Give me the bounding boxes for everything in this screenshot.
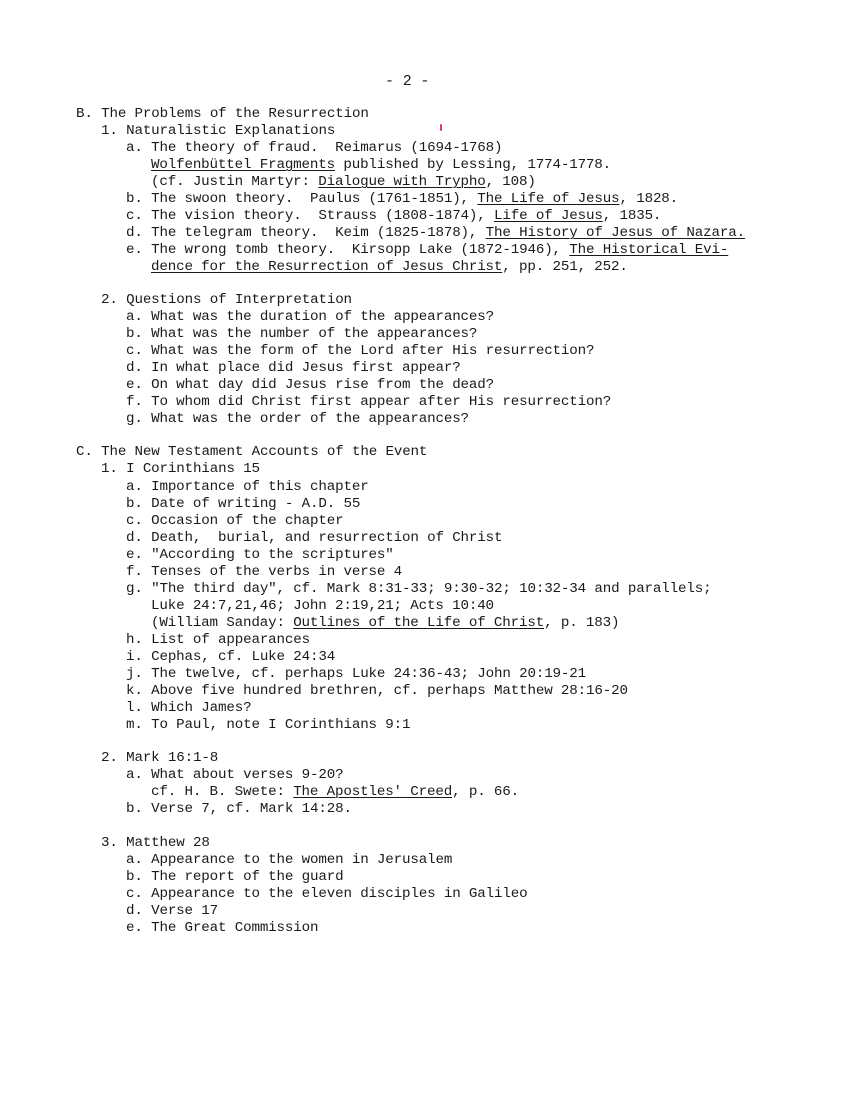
question-item: b. What was the number of the appearances? bbox=[126, 326, 478, 342]
vision-pre: c. The vision theory. Strauss (1808-1874), bbox=[126, 208, 495, 224]
telegram-pre: d. The telegram theory. Keim (1825-1878), bbox=[126, 225, 486, 241]
wolfenbuttel-rest: published by Lessing, 1774-1778. bbox=[335, 157, 612, 173]
matthew-item: c. Appearance to the eleven disciples in Galileo bbox=[126, 886, 528, 902]
corinthians-heading: 1. I Corinthians 15 bbox=[101, 461, 260, 477]
outlines-life-christ-title: Outlines of the Life of Christ bbox=[293, 615, 545, 631]
swoon-rest: , 1828. bbox=[619, 191, 679, 207]
matthew-heading: 3. Matthew 28 bbox=[101, 835, 210, 851]
telegram-theory-line bbox=[126, 225, 745, 242]
apostles-creed-title: The Apostles' Creed bbox=[293, 784, 453, 800]
wrong-tomb-line bbox=[126, 242, 728, 259]
swete-pre: cf. H. B. Swete: bbox=[151, 784, 294, 800]
corinthians-item: d. Death, burial, and resurrection of Christ bbox=[126, 530, 503, 546]
sanday-line bbox=[151, 615, 619, 632]
vision-theory-line bbox=[126, 208, 661, 225]
corinthians-item-continued: Luke 24:7,21,46; John 2:19,21; Acts 10:40 bbox=[151, 598, 494, 614]
wolfenbuttel-line bbox=[151, 157, 611, 174]
swoon-theory-line bbox=[126, 191, 678, 208]
corinthians-item: g. "The third day", cf. Mark 8:31-33; 9:30-32; 10:32-34 and parallels; bbox=[126, 581, 712, 597]
sanday-rest: , p. 183) bbox=[544, 615, 620, 631]
swete-rest: , p. 66. bbox=[452, 784, 520, 800]
fraud-theory-line: a. The theory of fraud. Reimarus (1694-1768) bbox=[126, 140, 503, 156]
wolfenbuttel-title: Wolfenbüttel Fragments bbox=[151, 157, 336, 173]
dialogue-trypho-title: Dialogue with Trypho bbox=[318, 174, 486, 190]
corinthians-item: j. The twelve, cf. perhaps Luke 24:36-43; John 20:19-21 bbox=[126, 666, 587, 682]
mark-item: b. Verse 7, cf. Mark 14:28. bbox=[126, 801, 352, 817]
question-item: c. What was the form of the Lord after His resurrection? bbox=[126, 343, 595, 359]
matthew-item: d. Verse 17 bbox=[126, 903, 219, 919]
sanday-pre: (William Sanday: bbox=[151, 615, 294, 631]
corinthians-item: m. To Paul, note I Corinthians 9:1 bbox=[126, 717, 411, 733]
justin-martyr-line bbox=[151, 174, 536, 191]
matthew-item: a. Appearance to the women in Jerusalem bbox=[126, 852, 453, 868]
history-jesus-nazara-title: The History of Jesus of Nazara. bbox=[485, 225, 745, 241]
life-of-jesus-title: The Life of Jesus bbox=[477, 191, 620, 207]
wrong-tomb-pre: e. The wrong tomb theory. Kirsopp Lake (1872-1946), bbox=[126, 242, 570, 258]
corinthians-item: h. List of appearances bbox=[126, 632, 311, 648]
section-b-heading: B. The Problems of the Resurrection bbox=[76, 106, 369, 122]
question-item: e. On what day did Jesus rise from the dead? bbox=[126, 377, 495, 393]
corinthians-item: l. Which James? bbox=[126, 700, 252, 716]
question-item: g. What was the order of the appearances? bbox=[126, 411, 469, 427]
corinthians-item: e. "According to the scriptures" bbox=[126, 547, 394, 563]
justin-martyr-rest: , 108) bbox=[485, 174, 536, 190]
justin-martyr-pre: (cf. Justin Martyr: bbox=[151, 174, 319, 190]
matthew-item: b. The report of the guard bbox=[126, 869, 344, 885]
corinthians-item: i. Cephas, cf. Luke 24:34 bbox=[126, 649, 336, 665]
page-number: - 2 - bbox=[385, 73, 430, 90]
mark-heading: 2. Mark 16:1-8 bbox=[101, 750, 219, 766]
matthew-item: e. The Great Commission bbox=[126, 920, 319, 936]
vision-rest: , 1835. bbox=[602, 208, 662, 224]
naturalistic-explanations-heading: 1. Naturalistic Explanations bbox=[101, 123, 336, 139]
question-item: f. To whom did Christ first appear after His resurrection? bbox=[126, 394, 612, 410]
corinthians-item: b. Date of writing - A.D. 55 bbox=[126, 496, 361, 512]
swoon-pre: b. The swoon theory. Paulus (1761-1851), bbox=[126, 191, 478, 207]
questions-interpretation-heading: 2. Questions of Interpretation bbox=[101, 292, 352, 308]
corinthians-item: c. Occasion of the chapter bbox=[126, 513, 344, 529]
corinthians-item: k. Above five hundred brethren, cf. perhaps Matthew 28:16-20 bbox=[126, 683, 628, 699]
corinthians-item: f. Tenses of the verbs in verse 4 bbox=[126, 564, 403, 580]
historical-evidence-title-2: dence for the Resurrection of Jesus Christ bbox=[151, 259, 503, 275]
strauss-life-title: Life of Jesus bbox=[494, 208, 603, 224]
corinthians-item: a. Importance of this chapter bbox=[126, 479, 369, 495]
pink-ink-mark bbox=[440, 124, 442, 131]
question-item: d. In what place did Jesus first appear? bbox=[126, 360, 461, 376]
section-c-heading: C. The New Testament Accounts of the Event bbox=[76, 444, 428, 460]
mark-item: a. What about verses 9-20? bbox=[126, 767, 344, 783]
question-item: a. What was the duration of the appearances? bbox=[126, 309, 495, 325]
historical-evidence-title-1: The Historical Evi- bbox=[569, 242, 729, 258]
swete-line bbox=[151, 784, 519, 801]
wrong-tomb-line-2 bbox=[151, 259, 628, 276]
wrong-tomb-rest: , pp. 251, 252. bbox=[502, 259, 628, 275]
